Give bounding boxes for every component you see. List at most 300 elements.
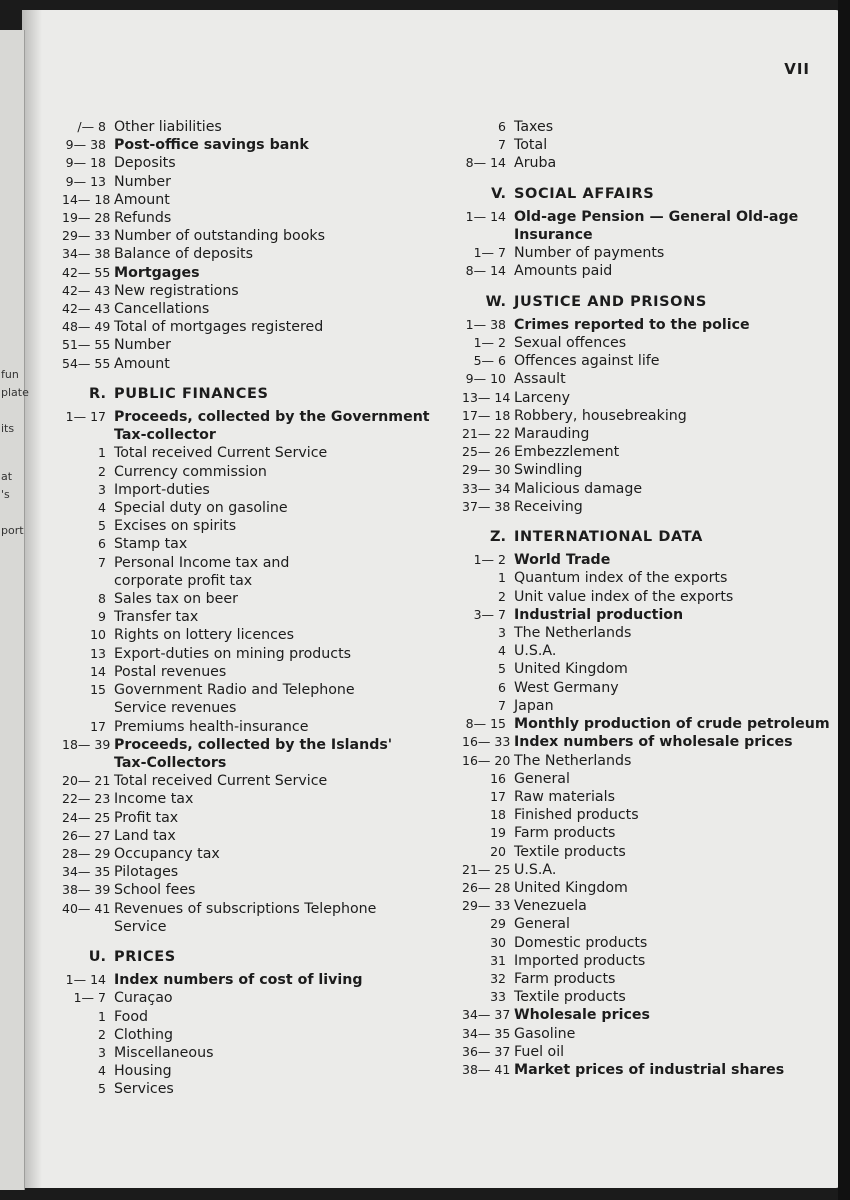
table-range: 9 [98,609,106,625]
entry-label: Robbery, housebreaking [514,407,687,424]
list-item [62,1044,434,1062]
list-item [462,389,832,407]
table-range: 4 [98,500,106,516]
list-item [62,154,434,172]
list-item [62,336,434,354]
list-item [462,118,832,136]
table-range: 30 [490,934,506,950]
table-range: 7 [498,697,506,713]
table-range: 7 [498,137,506,153]
table-range: 8— 14 [465,155,506,171]
list-item [62,264,434,282]
entry-label: The Netherlands [514,752,632,769]
table-range: 36— 37 [462,1043,511,1059]
entry-label: Index numbers of cost of living [114,972,363,989]
entry-label: Service [114,918,167,935]
entry-label: Premiums health-insurance [114,718,309,735]
section-letter: W. [485,293,506,310]
table-range: 31 [490,952,506,968]
table-range: 29 [490,916,506,932]
table-range: 14 [90,663,106,679]
list-item [462,697,832,715]
table-range: 13 [90,645,106,661]
entry-label: United Kingdom [514,661,628,678]
table-range: 34— 38 [62,246,111,262]
list-item [462,788,832,806]
table-range: 9— 38 [65,137,106,153]
entry-label: Monthly production of crude petroleum [514,716,830,733]
entry-label: Cancellations [114,301,210,318]
entry-label: Excises on spirits [114,518,237,535]
table-range: 40— 41 [62,900,111,916]
list-item [462,1025,832,1043]
entry-label: The Netherlands [514,625,632,642]
table-range: 37— 38 [462,498,511,514]
table-range: 17 [490,788,506,804]
table-range: 21— 25 [462,861,511,877]
entry-label: Profit tax [114,809,179,826]
entry-label: Insurance [514,227,593,244]
left-column [62,118,434,1099]
table-range: 16— 20 [462,752,511,768]
entry-label: Refunds [114,210,172,227]
table-range: 1 [498,570,506,586]
list-item [62,736,434,754]
entry-label: Swindling [514,462,583,479]
entry-label: Offences against life [514,353,660,370]
table-range: 15 [90,682,106,698]
margin-fragment: port [1,524,24,537]
table-range: 8— 14 [465,263,506,279]
table-range: 21— 22 [462,426,511,442]
entry-label: Post-office savings bank [114,137,309,154]
section-header [62,948,434,966]
entry-label: Stamp tax [114,536,188,553]
list-item [462,407,832,425]
entry-label: Amount [114,355,170,372]
entry-label: U.S.A. [514,643,557,660]
list-item [462,770,832,788]
entry-label: Total received Current Service [114,773,328,790]
list-item [62,227,434,245]
list-item [462,498,832,516]
entry-label: Other liabilities [114,119,222,135]
table-range: 6 [98,536,106,552]
list-item [62,535,434,553]
list-item [62,918,434,936]
section-header [62,385,434,403]
table-range: 1— 14 [65,972,106,988]
list-item [62,1026,434,1044]
entry-label: United Kingdom [514,879,628,896]
table-range: 1— 7 [73,990,106,1006]
entry-label: Number of outstanding books [114,228,325,245]
list-item [462,370,832,388]
list-item [62,663,434,681]
entry-label: Embezzlement [514,444,620,461]
list-item [62,173,434,191]
list-item [62,809,434,827]
entry-label: Amounts paid [514,263,613,280]
list-item [62,790,434,808]
list-item [462,480,832,498]
entry-label: Personal Income tax and [114,554,290,571]
entry-label: Malicious damage [514,480,643,497]
table-range: 18 [490,807,506,823]
list-item [462,1061,832,1079]
entry-label: Sales tax on beer [114,591,238,608]
entry-label: Gasoline [514,1025,576,1042]
table-range: 9— 10 [465,371,506,387]
list-item [462,642,832,660]
section-header [462,185,832,203]
table-range: 4 [98,1063,106,1079]
table-range: 22— 23 [62,791,111,807]
entry-label: Crimes reported to the police [514,316,750,333]
list-item [62,971,434,989]
list-item [462,443,832,461]
list-item [62,989,434,1007]
list-item [62,282,434,300]
table-range: 34— 35 [62,864,111,880]
entry-label: Sexual offences [514,335,627,352]
table-range: 16 [490,770,506,786]
list-item [62,300,434,318]
table-range: 34— 37 [462,1007,511,1023]
table-range: 33— 34 [462,480,511,496]
table-range: 29— 30 [462,462,511,478]
entry-label: World Trade [514,552,611,569]
entry-label: Pilotages [114,864,179,881]
table-range: 24— 25 [62,809,111,825]
table-range: 6 [498,679,506,695]
list-item [462,316,832,334]
list-item [462,226,832,244]
list-item [462,861,832,879]
table-range: 29— 33 [462,898,511,914]
list-item [62,827,434,845]
entry-label: Farm products [514,970,616,987]
entry-label: Tax-collector [114,427,216,444]
entry-label: Larceny [514,389,571,406]
table-range: 3— 7 [473,606,506,622]
section-title: SOCIAL AFFAIRS [514,185,655,202]
entry-label: Unit value index of the exports [514,588,734,605]
entry-label: Index numbers of wholesale prices [514,734,793,751]
table-range: 20 [490,843,506,859]
list-item [462,334,832,352]
entry-label: Special duty on gasoline [114,500,288,517]
list-item [62,900,434,918]
table-range: 13— 14 [462,389,511,405]
table-range: 51— 55 [62,337,111,353]
list-item [62,209,434,227]
table-range: 32 [490,970,506,986]
table-range: 42— 55 [62,264,111,280]
entry-label: Industrial production [514,606,684,623]
list-item [62,863,434,881]
table-range: 2 [498,588,506,604]
entry-label: Old-age Pension — General Old-age [514,208,799,225]
list-item [462,136,832,154]
list-item [462,461,832,479]
table-range: 20— 21 [62,773,111,789]
list-item [62,572,434,590]
table-range: 18— 39 [62,736,111,752]
entry-label: Services [114,1081,174,1098]
list-item [462,879,832,897]
list-item [462,606,832,624]
margin-fragment: its [1,422,15,435]
list-item [462,915,832,933]
list-item [462,1006,832,1024]
entry-label: Clothing [114,1026,174,1043]
list-item [62,136,434,154]
table-range: 42— 43 [62,282,111,298]
entry-label: Number of payments [514,245,665,262]
entry-label: Quantum index of the exports [514,570,728,587]
document-page [22,10,840,1188]
entry-label: Proceeds, collected by the Islands' [114,736,393,753]
entry-label: Rights on lottery licences [114,627,294,644]
entry-label: Balance of deposits [114,246,253,263]
entry-label: Export-duties on mining products [114,645,352,662]
entry-label: Fuel oil [514,1043,565,1060]
section-header [462,293,832,311]
table-range: /— 8 [77,119,106,134]
table-range: 1— 2 [473,335,506,351]
table-range: 29— 33 [62,228,111,244]
section-title: INTERNATIONAL DATA [514,529,703,546]
list-item [62,772,434,790]
table-range: 1 [98,445,106,461]
list-item [62,481,434,499]
entry-label: Imported products [514,952,646,969]
entry-label: General [514,770,570,787]
table-range: 7 [98,554,106,570]
table-range: 54— 55 [62,355,111,371]
table-range: 10 [90,627,106,643]
list-item [62,754,434,772]
entry-label: Transfer tax [114,609,199,626]
list-item [62,1062,434,1080]
entry-label: Marauding [514,426,590,443]
adjacent-page-edge [0,30,29,1190]
list-item [62,645,434,663]
list-item [62,718,434,736]
entry-label: Farm products [514,825,616,842]
list-item [62,699,434,717]
list-item [62,1008,434,1026]
entry-label: Domestic products [514,934,648,951]
list-item [462,262,832,280]
table-range: 2 [98,1026,106,1042]
table-range: 9— 13 [65,173,106,189]
list-item [462,660,832,678]
entry-label: Revenues of subscriptions Telephone [114,900,377,917]
list-item [62,191,434,209]
right-page-edge [838,0,850,1200]
list-item [62,355,434,373]
entry-label: Currency commission [114,463,267,480]
entry-label: Service revenues [114,700,237,717]
list-item [62,463,434,481]
section-letter: V. [491,185,506,202]
entry-label: Income tax [114,791,194,808]
entry-label: Occupancy tax [114,845,220,862]
table-range: 3 [98,481,106,497]
list-item [462,588,832,606]
entry-label: Government Radio and Telephone [114,682,355,699]
list-item [462,679,832,697]
list-item [462,551,832,569]
entry-label: Miscellaneous [114,1044,214,1061]
list-item [462,824,832,842]
table-range: 1— 2 [473,552,506,568]
table-range: 9— 18 [65,155,106,171]
list-item [462,1043,832,1061]
entry-label: Japan [514,697,554,714]
table-range: 5 [98,1081,106,1097]
table-range: 19— 28 [62,210,111,226]
table-range: 42— 43 [62,301,111,317]
entry-label: Housing [114,1063,172,1080]
entry-label: Venezuela [514,898,587,915]
entry-label: Deposits [114,155,176,172]
list-item [62,1080,434,1098]
page-gutter-shadow [22,10,42,1188]
list-item [462,624,832,642]
entry-label: General [514,916,570,933]
list-item [62,118,434,136]
list-item [62,499,434,517]
list-item [462,843,832,861]
right-column [462,118,832,1079]
entry-label: Land tax [114,827,176,844]
list-item [62,608,434,626]
entry-label: Amount [114,191,170,208]
entry-label: U.S.A. [514,861,557,878]
entry-label: Number [114,337,171,354]
entry-label: Assault [514,371,566,388]
entry-label: Aruba [514,155,557,172]
entry-label: Total [514,137,548,154]
list-item [462,733,832,751]
entry-label: Textile products [514,843,626,860]
list-item [62,245,434,263]
table-range: 2 [98,463,106,479]
list-item [462,970,832,988]
table-range: 3 [498,625,506,641]
table-range: 1 [98,1008,106,1024]
entry-label: Curaçao [114,990,173,1007]
entry-label: Total received Current Service [114,445,328,462]
list-item [462,806,832,824]
table-range: 38— 39 [62,882,111,898]
list-item [62,318,434,336]
section-title: PRICES [114,948,176,965]
list-item [62,517,434,535]
entry-label: Receiving [514,498,583,515]
entry-label: Finished products [514,807,639,824]
list-item [462,897,832,915]
table-range: 8 [98,591,106,607]
entry-label: Wholesale prices [514,1007,650,1024]
entry-label: Tax-Collectors [114,754,227,771]
list-item [462,569,832,587]
list-item [62,626,434,644]
section-letter: R. [89,385,106,402]
table-range: 48— 49 [62,319,111,335]
table-range: 6 [498,119,506,134]
entry-label: West Germany [514,679,619,696]
list-item [462,425,832,443]
table-range: 26— 28 [462,879,511,895]
list-item [462,715,832,733]
entry-label: New registrations [114,282,239,299]
table-range: 5 [498,661,506,677]
table-range: 3 [98,1044,106,1060]
entry-label: Textile products [514,989,626,1006]
entry-label: School fees [114,882,196,899]
margin-fragment: fun [1,368,19,381]
entry-label: Raw materials [514,788,615,805]
table-range: 5— 6 [473,353,506,369]
table-range: 34— 35 [462,1025,511,1041]
section-letter: Z. [489,529,506,546]
list-item [62,426,434,444]
margin-fragment: 's [1,488,10,501]
list-item [462,752,832,770]
list-item [62,681,434,699]
table-range: 38— 41 [462,1061,511,1077]
page-number: VII [784,60,810,78]
table-range: 17 [90,718,106,734]
entry-label: Taxes [514,119,554,135]
table-range: 19 [490,825,506,841]
margin-fragment: at [1,470,13,483]
list-item [462,352,832,370]
list-item [462,154,832,172]
table-range: 1— 17 [65,409,106,425]
entry-label: Market prices of industrial shares [514,1061,785,1078]
entry-label: Proceeds, collected by the Government [114,409,430,426]
section-title: JUSTICE AND PRISONS [514,293,707,310]
table-range: 26— 27 [62,827,111,843]
list-item [462,988,832,1006]
table-range: 8— 15 [465,716,506,732]
list-item [462,208,832,226]
list-item [62,845,434,863]
list-item [62,881,434,899]
table-range: 14— 18 [62,191,111,207]
table-range: 1— 7 [473,245,506,261]
list-item [462,244,832,262]
table-range: 25— 26 [462,444,511,460]
section-header [462,528,832,546]
table-range: 1— 38 [465,316,506,332]
section-letter: U. [88,948,106,965]
list-item [462,934,832,952]
table-range: 28— 29 [62,845,111,861]
entry-label: Food [114,1008,149,1025]
entry-label: Postal revenues [114,663,227,680]
section-title: PUBLIC FINANCES [114,385,269,402]
list-item [62,444,434,462]
entry-label: Mortgages [114,264,200,281]
table-range: 33 [490,989,506,1005]
table-range: 4 [498,643,506,659]
